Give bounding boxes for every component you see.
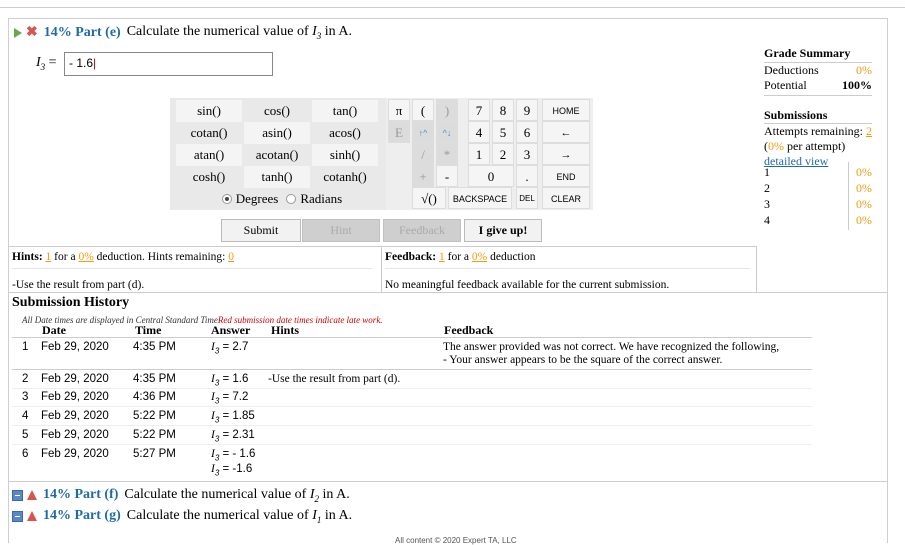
key-3[interactable]: 3 bbox=[516, 143, 538, 165]
col-feedback: Feedback bbox=[444, 323, 494, 337]
row-answer: $I_3 = 2.31$ bbox=[211, 429, 255, 444]
row-date: Feb 29, 2020 bbox=[41, 429, 109, 441]
submission-row: 2 0% bbox=[764, 181, 872, 195]
row-date: Feb 29, 2020 bbox=[41, 410, 109, 422]
answer-label: $I_3$ = bbox=[36, 55, 57, 72]
hint-button[interactable]: Hint bbox=[302, 219, 380, 242]
answer-input[interactable]: - 1.6| bbox=[64, 52, 273, 76]
key-multiply[interactable]: * bbox=[436, 143, 458, 165]
key-2[interactable]: 2 bbox=[492, 143, 514, 165]
hints-summary: Hints: 1 for a 0% deduction. Hints remaining: 0 bbox=[12, 251, 234, 263]
key-sin[interactable]: sin() bbox=[176, 100, 242, 122]
key-4[interactable]: 4 bbox=[468, 121, 490, 143]
key-clear[interactable]: CLEAR bbox=[542, 187, 590, 209]
key-sinh[interactable]: sinh() bbox=[312, 144, 378, 166]
col-answer: Answer bbox=[211, 323, 251, 337]
submissions-title: Submissions bbox=[764, 108, 828, 122]
potential-label: Potential bbox=[764, 78, 807, 92]
per-attempt: (0% per attempt) bbox=[764, 139, 846, 153]
attempts-remaining: Attempts remaining: 2 bbox=[764, 124, 872, 138]
key-end[interactable]: END bbox=[542, 165, 590, 187]
row-number: 4 bbox=[22, 410, 29, 422]
numeric-keypad bbox=[386, 98, 593, 210]
warning-icon bbox=[27, 511, 37, 521]
key-superscript-up[interactable]: ↑^ bbox=[412, 121, 434, 143]
key-cotan[interactable]: cotan() bbox=[176, 122, 242, 144]
row-time: 5:22 PM bbox=[133, 429, 176, 441]
key-0[interactable]: 0 bbox=[468, 165, 514, 187]
part-f-header[interactable] bbox=[12, 487, 350, 504]
col-date: Date bbox=[42, 323, 66, 337]
key-superscript-down[interactable]: ^↓ bbox=[436, 121, 458, 143]
potential-value: 100% bbox=[842, 78, 872, 92]
submit-button[interactable]: Submit bbox=[221, 219, 301, 242]
key-8[interactable]: 8 bbox=[492, 99, 514, 121]
row-feedback-line1: The answer provided was not correct. We have recognized the following, bbox=[443, 341, 780, 353]
expand-arrow-icon[interactable] bbox=[14, 28, 22, 38]
col-time: Time bbox=[135, 323, 162, 337]
row-time: 4:35 PM bbox=[133, 341, 176, 353]
part-g-header[interactable] bbox=[12, 508, 352, 525]
row-date: Feb 29, 2020 bbox=[41, 391, 109, 403]
part-f-percent: 14% Part (f) bbox=[43, 487, 119, 503]
part-f-title: Calculate the numerical value of $I_2$ in A. bbox=[124, 487, 350, 504]
key-sqrt[interactable]: √() bbox=[412, 187, 446, 209]
give-up-button[interactable]: I give up! bbox=[464, 219, 542, 242]
collapse-icon[interactable] bbox=[12, 511, 23, 522]
incorrect-x-icon: ✖ bbox=[26, 25, 38, 40]
collapse-icon[interactable] bbox=[12, 490, 23, 501]
hint-text: -Use the result from part (d). bbox=[12, 279, 145, 291]
feedback-summary: Feedback: 1 for a 0% deduction bbox=[385, 251, 536, 263]
key-e[interactable]: E bbox=[388, 121, 410, 143]
angle-mode-row bbox=[170, 188, 386, 210]
key-pi[interactable]: π bbox=[388, 99, 410, 121]
part-e-header[interactable] bbox=[14, 24, 352, 41]
history-note: All Date times are displayed in Central Standard TimeRed submission date times indicate late work. bbox=[22, 315, 383, 325]
row-answer: $I_3 = 2.7$ bbox=[211, 341, 249, 356]
key-5[interactable]: 5 bbox=[492, 121, 514, 143]
grade-summary bbox=[764, 46, 872, 169]
key-decimal[interactable]: . bbox=[516, 165, 538, 187]
key-open-paren[interactable]: ( bbox=[412, 99, 434, 121]
col-hints: Hints bbox=[271, 323, 300, 337]
key-del[interactable]: DEL bbox=[516, 187, 538, 209]
key-7[interactable]: 7 bbox=[468, 99, 490, 121]
key-6[interactable]: 6 bbox=[516, 121, 538, 143]
submission-row: 1 0% bbox=[764, 165, 872, 179]
feedback-text: No meaningful feedback available for the current submission. bbox=[385, 279, 670, 291]
key-atan[interactable]: atan() bbox=[176, 144, 242, 166]
row-hint: -Use the result from part (d). bbox=[268, 373, 401, 385]
part-g-title: Calculate the numerical value of $I_1$ in A. bbox=[126, 508, 353, 525]
key-cotanh[interactable]: cotanh() bbox=[312, 166, 378, 188]
submission-row: 4 0% bbox=[764, 213, 872, 227]
degrees-radio[interactable] bbox=[222, 194, 232, 204]
key-close-paren[interactable]: ) bbox=[436, 99, 458, 121]
key-tanh[interactable]: tanh() bbox=[244, 166, 310, 188]
row-time: 5:22 PM bbox=[133, 410, 176, 422]
copyright-footer: All content © 2020 Expert TA, LLC bbox=[395, 536, 517, 545]
row-answer: $I_3$ = - 1.6 bbox=[211, 448, 256, 463]
row-number: 2 bbox=[22, 373, 29, 385]
row-date: Feb 29, 2020 bbox=[41, 448, 109, 460]
degrees-label: Degrees bbox=[235, 191, 279, 206]
row-time: 4:36 PM bbox=[133, 391, 176, 403]
key-cos[interactable]: cos() bbox=[244, 100, 310, 122]
deductions-label: Deductions bbox=[764, 63, 819, 77]
part-e-percent: 14% Part (e) bbox=[43, 24, 121, 40]
row-answer-rendered: $I_3 = -1.6$ bbox=[211, 463, 253, 478]
submission-row: 3 0% bbox=[764, 197, 872, 211]
key-divide[interactable]: / bbox=[412, 143, 434, 165]
previous-content-edge bbox=[0, 0, 905, 8]
row-date: Feb 29, 2020 bbox=[41, 373, 109, 385]
left-arrow-icon[interactable]: ← bbox=[542, 121, 590, 143]
detailed-view-link[interactable]: detailed view bbox=[764, 154, 829, 168]
feedback-button[interactable]: Feedback bbox=[383, 219, 461, 242]
row-number: 3 bbox=[22, 391, 29, 403]
key-asin[interactable]: asin() bbox=[244, 122, 310, 144]
key-minus[interactable]: - bbox=[436, 165, 458, 187]
submissions-list bbox=[764, 164, 872, 228]
radians-radio[interactable] bbox=[286, 194, 296, 204]
key-cosh[interactable]: cosh() bbox=[176, 166, 242, 188]
key-acotan[interactable]: acotan() bbox=[244, 144, 310, 166]
submission-history-title: Submission History bbox=[12, 295, 130, 310]
part-e-title: Calculate the numerical value of $I_3$ in A. bbox=[126, 24, 353, 41]
row-time: 5:27 PM bbox=[133, 448, 176, 460]
grade-summary-title: Grade Summary bbox=[764, 46, 851, 60]
row-number: 1 bbox=[22, 341, 29, 353]
right-arrow-icon[interactable]: → bbox=[542, 143, 590, 165]
row-answer: $I_3 = 1.6$ bbox=[211, 373, 249, 388]
row-date: Feb 29, 2020 bbox=[41, 341, 109, 353]
radians-label: Radians bbox=[300, 191, 343, 206]
deductions-value: 0% bbox=[856, 63, 872, 77]
row-number: 5 bbox=[22, 429, 29, 441]
row-time: 4:35 PM bbox=[133, 373, 176, 385]
key-1[interactable]: 1 bbox=[468, 143, 490, 165]
row-feedback-line2: - Your answer appears to be the square of the correct answer. bbox=[443, 354, 723, 366]
key-home[interactable]: HOME bbox=[542, 99, 590, 121]
key-acos[interactable]: acos() bbox=[312, 122, 378, 144]
row-answer: $I_3 = 1.85$ bbox=[211, 410, 255, 425]
key-tan[interactable]: tan() bbox=[312, 100, 378, 122]
key-9[interactable]: 9 bbox=[516, 99, 538, 121]
row-answer: $I_3 = 7.2$ bbox=[211, 391, 249, 406]
key-backspace[interactable]: BACKSPACE bbox=[448, 187, 512, 209]
key-plus[interactable]: + bbox=[412, 165, 434, 187]
row-number: 6 bbox=[22, 448, 29, 460]
part-g-percent: 14% Part (g) bbox=[43, 508, 121, 524]
warning-icon bbox=[27, 490, 37, 500]
